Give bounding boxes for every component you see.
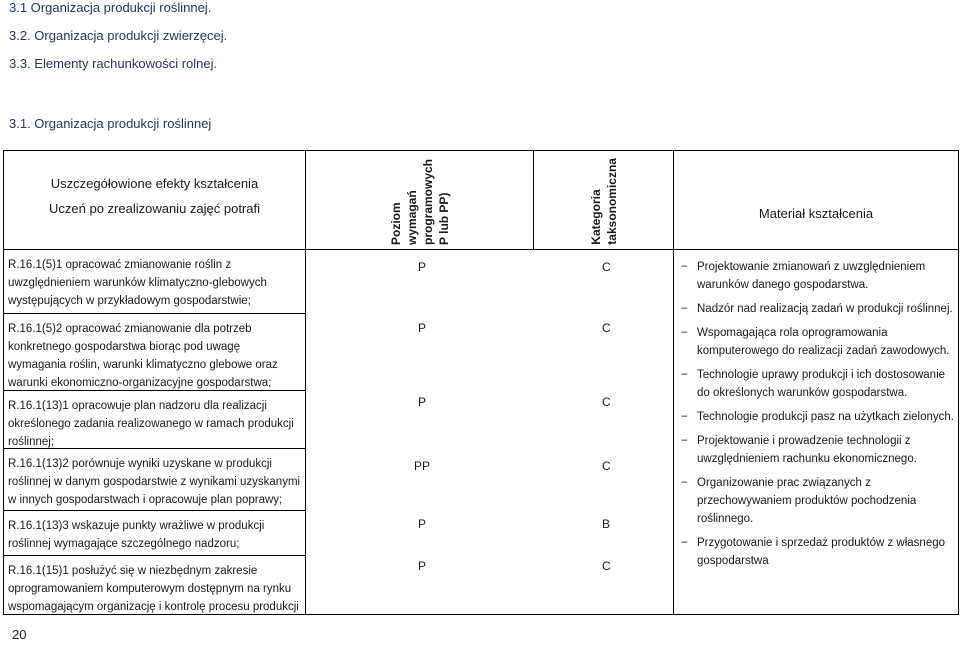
material-item-2: − Nadzór nad realizacją zadań w produkcji roślinnej. bbox=[679, 300, 954, 318]
outcome-6: R.16.1(15)1 posłużyć się w niezbędnym zakresie oprogramowaniem komputerowym dostępnym na rynku wspomagającym organizację i kontrolę procesu produkcji bbox=[8, 565, 299, 613]
category-4: C bbox=[602, 459, 611, 473]
material-item-8: − Przygotowanie i sprzedaż produktów z własnego gospodarstwa bbox=[679, 534, 954, 570]
toc-item-3: 3.3. Elementy rachunkowości rolnej. bbox=[9, 56, 218, 71]
header-outcomes-title: Uszczegółowione efekty kształcenia bbox=[50, 176, 259, 191]
header-material bbox=[674, 151, 959, 250]
header-category-line-2: taksonomiczna bbox=[604, 158, 619, 245]
material-item-7: − Organizowanie prac związanych z przechowywaniem produktów pochodzenia roślinnego. bbox=[679, 474, 954, 528]
level-3: P bbox=[418, 395, 427, 409]
header-category bbox=[534, 151, 674, 250]
level-6: P bbox=[418, 559, 427, 573]
outcome-5: R.16.1(13)3 wskazuje punkty wrażliwe w produkcji roślinnej wymagające szczególnego nadzoru; bbox=[4, 511, 305, 556]
header-level bbox=[306, 151, 534, 250]
toc-item-1: 3.1 Organizacja produkcji roślinnej. bbox=[9, 0, 212, 15]
header-level-line-3: programowych bbox=[420, 158, 435, 245]
materials-list bbox=[674, 250, 958, 570]
outcome-3: R.16.1(13)1 opracowuje plan nadzoru dla realizacji określonego zadania realizowanego w ramach produkcji roślinnej; bbox=[4, 391, 305, 449]
level-category-cell bbox=[306, 250, 674, 615]
outcome-1: R.16.1(5)1 opracować zmianowanie roślin z uwzględnieniem warunków klimatyczno-glebowych występujących w przykładowym gospodarstwie; bbox=[4, 250, 305, 314]
materials-cell bbox=[674, 250, 959, 615]
header-outcomes-subtitle: Uczeń po zrealizowaniu zajęć potrafi bbox=[49, 201, 260, 216]
header-category-line-1: Kategoria bbox=[588, 189, 603, 245]
table-header-row bbox=[4, 151, 959, 250]
material-item-6: − Projektowanie i prowadzenie technologii z uwzględnieniem rachunku ekonomicznego. bbox=[679, 432, 954, 468]
material-item-3: − Wspomagająca rola oprogramowania komputerowego do realizacji zadań zawodowych. bbox=[679, 324, 954, 360]
outcomes-table bbox=[3, 150, 959, 615]
header-level-line-4: P lub PP) bbox=[436, 192, 451, 245]
material-item-1: − Projektowanie zmianowań z uwzględnieniem warunków danego gospodarstwa. bbox=[679, 258, 954, 294]
table-body-row bbox=[4, 250, 959, 615]
outcomes-cell bbox=[4, 250, 306, 615]
category-3: C bbox=[602, 395, 611, 409]
category-2: C bbox=[602, 321, 611, 335]
category-5: B bbox=[602, 517, 611, 531]
header-outcomes bbox=[4, 151, 306, 250]
header-level-line-1: Poziom bbox=[388, 202, 403, 245]
material-item-5: − Technologie produkcji pasz na użytkach zielonych. bbox=[679, 408, 954, 426]
toc-item-2: 3.2. Organizacja produkcji zwierzęcej. bbox=[9, 28, 228, 43]
header-material-label: Materiał kształcenia bbox=[758, 206, 874, 221]
header-level-line-2: wymagań bbox=[404, 190, 419, 245]
level-4: PP bbox=[414, 459, 431, 473]
level-5: P bbox=[418, 517, 427, 531]
material-item-4: − Technologie uprawy produkcji i ich dostosowanie do określonych warunków gospodarstwa. bbox=[679, 366, 954, 402]
category-1: C bbox=[602, 260, 611, 274]
outcome-2: R.16.1(5)2 opracować zmianowanie dla potrzeb konkretnego gospodarstwa biorąc pod uwagę wymagania roślin, warunki klimatyczno glebowe oraz warunki ekonomiczno-organizacyjne gospodarstwa; bbox=[4, 314, 305, 391]
category-6: C bbox=[602, 559, 611, 573]
section-heading: 3.1. Organizacja produkcji roślinnej bbox=[9, 116, 212, 131]
level-1: P bbox=[418, 260, 427, 274]
page-number: 20 bbox=[12, 627, 27, 642]
outcome-4: R.16.1(13)2 porównuje wyniki uzyskane w produkcji roślinnej w danym gospodarstwie z wynikami uzyskanymi w innych gospodarstwach i opracowuje plan poprawy; bbox=[4, 449, 305, 511]
level-2: P bbox=[418, 321, 427, 335]
